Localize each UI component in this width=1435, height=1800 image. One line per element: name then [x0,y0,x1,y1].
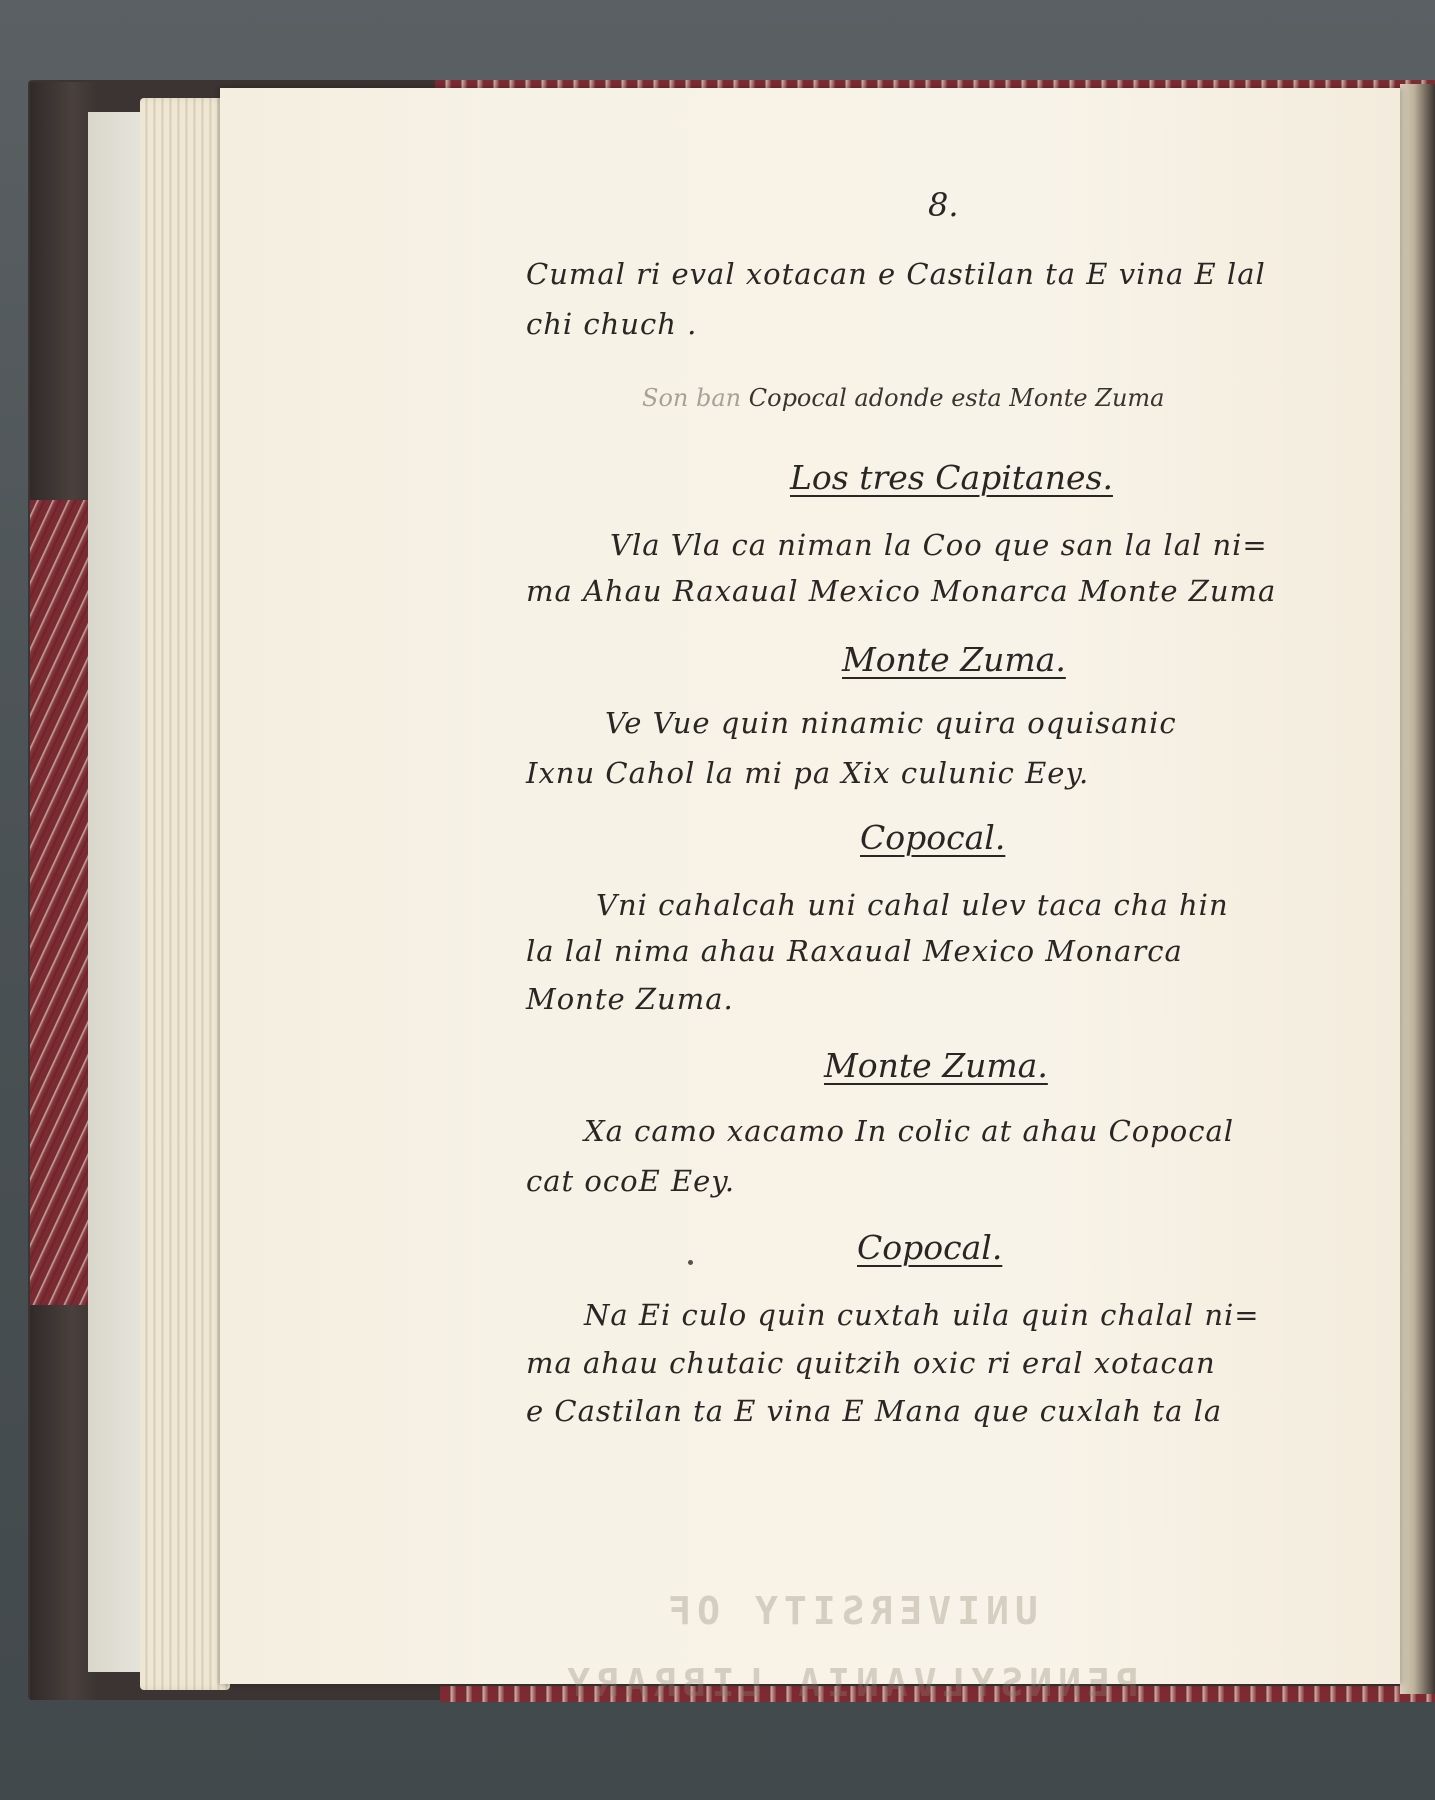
intro-line-1: Cumal ri eval xotacan e Castilan ta E vina E lal [526,257,1266,291]
section-5-line-2: ma ahau chutaic quitzih oxic ri eral xotacan [526,1346,1216,1380]
endpaper [88,112,148,1672]
page-edges [140,98,230,1690]
stage-note-text: Copocal adonde esta Monte Zuma [748,384,1165,412]
section-3-line-3: Monte Zuma. [526,982,734,1016]
manuscript-page [220,88,1400,1684]
section-heading-1: Los tres Capitanes. [790,458,1113,497]
section-1-line-2: ma Ahau Raxaual Mexico Monarca Monte Zuma [526,574,1277,608]
page-number: 8. [928,186,959,224]
stamp-line-1: UNIVERSITY OF [662,1589,1038,1633]
ink-spot [688,1260,693,1265]
stamp-line-2: PENNSYLVANIA LIBRARY [561,1661,1139,1705]
stage-note [642,384,1164,412]
section-heading-5: Copocal. [857,1228,1003,1267]
section-4-line-1: Xa camo xacamo In colic at ahau Copocal [584,1114,1235,1148]
section-5-line-1: Na Ei culo quin cuxtah uila quin chalal ni= [584,1298,1260,1332]
section-1-line-1: Vla Vla ca niman la Coo que san la lal ni= [610,528,1268,562]
section-heading-4: Monte Zuma. [824,1046,1048,1085]
page-right-edge [1400,84,1435,1694]
section-4-line-2: cat ocoE Eey. [526,1164,736,1198]
marbled-paper-left [30,500,92,1305]
section-heading-2: Monte Zuma. [842,640,1066,679]
section-2-line-1: Ve Vue quin ninamic quira oquisanic [605,706,1177,740]
section-2-line-2: Ixnu Cahol la mi pa Xix culunic Eey. [526,756,1090,790]
marbled-paper-bottom [440,1686,1435,1702]
section-heading-3: Copocal. [860,818,1006,857]
intro-line-2: chi chuch . [526,307,698,341]
section-3-line-2: la lal nima ahau Raxaual Mexico Monarca [526,934,1183,968]
section-5-line-3: e Castilan ta E vina E Mana que cuxlah ta la [526,1394,1223,1428]
stage-note-faint: Son ban [642,384,742,412]
section-3-line-1: Vni cahalcah uni cahal ulev taca cha hin [596,888,1229,922]
